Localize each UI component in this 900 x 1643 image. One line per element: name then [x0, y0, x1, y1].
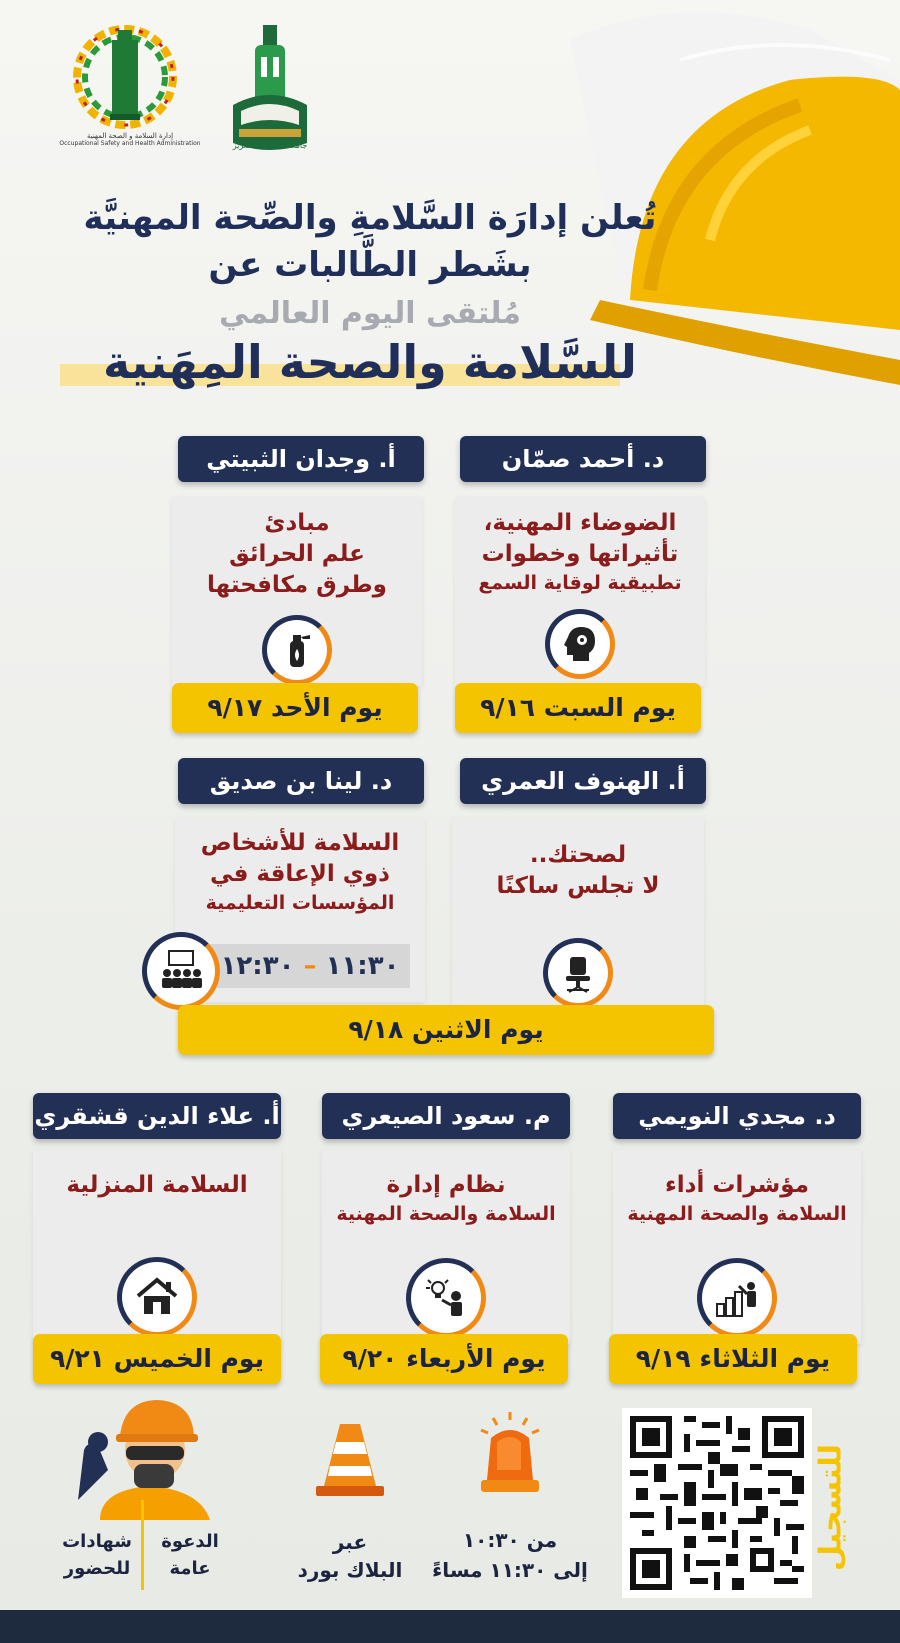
footer-via: عبر — [332, 1530, 368, 1554]
session-card-fire — [172, 496, 422, 686]
registration-qr-code[interactable] — [622, 1408, 812, 1598]
kau-emblem-icon — [225, 25, 315, 155]
session-icon-ring — [543, 938, 613, 1008]
session-card-sitting — [452, 818, 704, 1008]
footer-invite-line1: الدعوة — [161, 1531, 219, 1552]
topic-line: لصحتك.. — [529, 842, 627, 868]
kau-logo — [225, 25, 315, 160]
speaker-alhanouf-alomari: أ. الهنوف العمري — [460, 758, 706, 804]
session-card-home-safety — [33, 1150, 281, 1344]
kau-logo-caption: جامعة الملك عبدالعزيز — [232, 141, 308, 150]
session-time-bar — [210, 944, 410, 988]
session-icon-ring — [262, 615, 332, 685]
register-label: للتسجيل — [813, 1444, 849, 1571]
speaker-saud-alsaiari: م. سعود الصيعري — [322, 1093, 570, 1139]
announcement-line-4: للسَّلامة والصحة المِهَنية — [103, 335, 637, 389]
announcement-line-1: تُعلن إدارَة السَّلامةِ والصِّحة المهنيَّة — [83, 198, 657, 238]
idea-person-icon — [422, 1276, 470, 1320]
osh-logo — [50, 22, 210, 162]
siren-icon — [475, 1410, 545, 1500]
time-dash: – — [303, 951, 317, 981]
home-icon — [134, 1276, 180, 1318]
traffic-cone-icon — [310, 1420, 390, 1500]
topic-line-small: السلامة والصحة المهنية — [336, 1203, 556, 1225]
osh-logo-caption: Occupational Safety and Health Administration — [59, 140, 201, 147]
day-badge-monday: يوم الاثنين ٩/١٨ — [178, 1005, 714, 1055]
announcement-line-3: مُلتقى اليوم العالمي — [219, 296, 521, 331]
osh-logo-caption-ar: إدارة السلامة و الصحة المهنية — [86, 132, 174, 140]
presentation-icon — [157, 949, 205, 993]
topic-line: تأثيراتها وخطوات — [481, 541, 679, 567]
topic-line-small: المؤسسات التعليمية — [205, 892, 395, 914]
topic-line-small: تطبيقية لوقاية السمع — [478, 572, 682, 594]
topic-line: نظام إدارة — [386, 1172, 506, 1198]
day-badge-thursday: يوم الخميس ٩/٢١ — [33, 1334, 281, 1384]
day-badge-saturday: يوم السبت ٩/١٦ — [455, 683, 701, 733]
announcement-line-2: بشَطر الطَّالبات عن — [208, 245, 532, 285]
topic-line: السلامة للأشخاص — [200, 830, 400, 856]
topic-line: مبادئ — [264, 510, 330, 536]
time-end: ١٢:٣٠ — [220, 951, 295, 981]
session-icon-ring — [117, 1257, 197, 1337]
session-card-noise — [455, 496, 705, 686]
office-chair-icon — [557, 952, 599, 994]
footer-time-to: إلى ١١:٣٠ مساءً — [432, 1558, 588, 1582]
topic-line: علم الحرائق — [229, 541, 365, 567]
topic-line-small: السلامة والصحة المهنية — [627, 1203, 847, 1225]
topic-line: مؤشرات أداء — [665, 1172, 809, 1198]
topic-line: الضوضاء المهنية، — [483, 510, 677, 536]
footer-time-from: من ١٠:٣٠ — [462, 1528, 558, 1552]
qr-code-icon — [630, 1416, 804, 1590]
session-card-management-system — [322, 1150, 570, 1344]
topic-line: السلامة المنزلية — [66, 1172, 248, 1198]
register-label-wrap — [806, 1430, 856, 1600]
session-card-kpi — [613, 1150, 861, 1344]
speaker-magdi-alnuwaimi: د. مجدي النويمي — [613, 1093, 861, 1139]
day-badge-wednesday: يوم الأربعاء ٩/٢٠ — [320, 1334, 568, 1384]
topic-line: ذوي الإعاقة في — [210, 861, 390, 887]
performance-chart-icon — [713, 1276, 761, 1320]
safety-worker-illustration — [60, 1390, 240, 1520]
session-icon-ring — [697, 1258, 777, 1338]
time-start: ١١:٣٠ — [325, 951, 400, 981]
day-badge-tuesday: يوم الثلاثاء ٩/١٩ — [609, 1334, 857, 1384]
speaker-lina-bin-siddiq: د. لينا بن صديق — [178, 758, 424, 804]
head-hearing-icon — [559, 623, 601, 665]
session-icon-ring — [545, 609, 615, 679]
session-icon-ring — [406, 1258, 486, 1338]
speaker-wijdan-althubaiti: أ. وجدان الثبيتي — [178, 436, 424, 482]
footer-cert-line2: للحضور — [63, 1558, 131, 1579]
fire-extinguisher-icon — [276, 629, 318, 671]
topic-line: لا تجلس ساكنًا — [496, 873, 660, 899]
day-badge-sunday: يوم الأحد ٩/١٧ — [172, 683, 418, 733]
footer-invite-line2: عامة — [169, 1558, 211, 1579]
speaker-alaa-qashqari: أ. علاء الدين قشقري — [33, 1093, 281, 1139]
footer-blackboard: البلاك بورد — [297, 1558, 403, 1582]
footer-bar — [0, 1610, 900, 1643]
topic-line: وطرق مكافحتها — [207, 572, 387, 598]
footer-cert-line1: شهادات — [62, 1531, 132, 1552]
speaker-ahmed-samman: د. أحمد صمّان — [460, 436, 706, 482]
session-icon-ring — [142, 932, 220, 1010]
laurel-wreath-icon — [60, 22, 190, 137]
